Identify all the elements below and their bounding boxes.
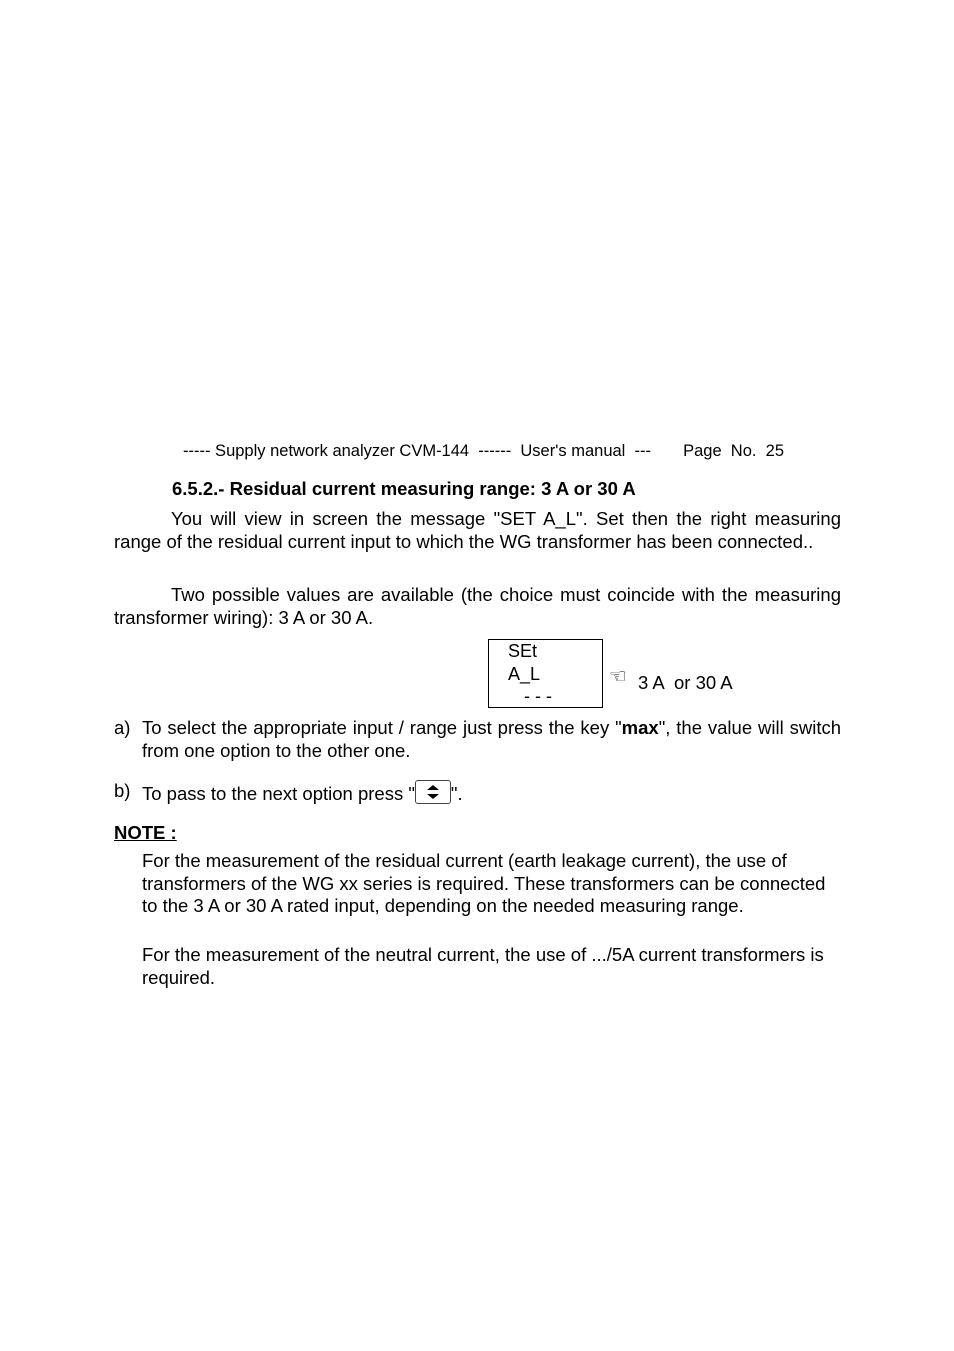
section-heading: 6.5.2.- Residual current measuring range: 3 A or 30 A [172, 478, 636, 499]
header-title: ----- Supply network analyzer CVM-144 ------ User's manual --- [183, 442, 651, 460]
lcd-line-3: - - - [524, 686, 552, 706]
note-title: NOTE : [114, 822, 177, 843]
page-number: Page No. 25 [683, 442, 784, 460]
lcd-line-1: SEt [508, 641, 538, 661]
up-down-arrows-key-icon [415, 780, 451, 804]
lcd-display [488, 639, 603, 708]
step-b-text-before: To pass to the next option press " [142, 783, 415, 804]
max-key-label: max [621, 717, 659, 738]
step-a-text [142, 717, 841, 762]
note-paragraph-1: For the measurement of the residual current (earth leakage current), the use of transformers of the WG xx series is required. These transformers can be connected to the 3 A or 30 A rated input, depending on the needed measuring range. [142, 850, 826, 916]
pointing-hand-icon: ☜ [609, 666, 627, 688]
lcd-line-2: A_L [508, 664, 541, 684]
step-b [114, 780, 841, 806]
step-a-label: a) [114, 717, 131, 738]
step-b-text-after: ". [450, 783, 463, 804]
note-paragraph-2: For the measurement of the neutral current, the use of .../5A current transformers is required. [142, 944, 824, 988]
step-a [114, 717, 841, 762]
step-a-text-before: To select the appropriate input / range just press the key " [142, 717, 622, 738]
range-options: 3 A or 30 A [638, 672, 733, 693]
values-paragraph: Two possible values are available (the choice must coincide with the measuring transformer wiring): 3 A or 30 A. [114, 584, 841, 628]
step-b-text [142, 780, 841, 806]
page-header [183, 442, 784, 461]
step-b-label: b) [114, 780, 131, 801]
step-a-text-after: ", the value will switch from one option to the other one. [142, 717, 841, 761]
intro-paragraph: You will view in screen the message "SET A_L". Set then the right measuring range of the residual current input to which the WG transformer has been connected.. [114, 508, 841, 552]
